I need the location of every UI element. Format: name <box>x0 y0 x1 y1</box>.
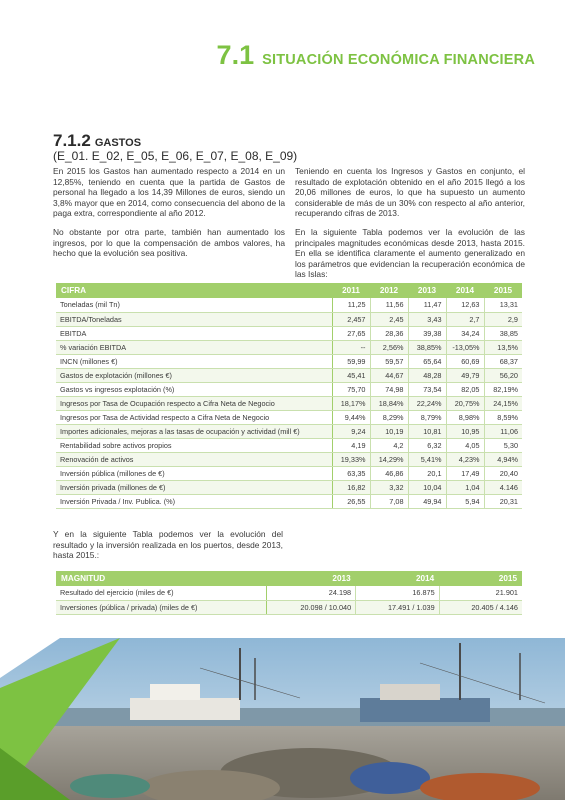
results-investment-table <box>56 571 522 615</box>
row-label: EBITDA <box>56 326 332 340</box>
chapter-number: 7.1 <box>216 40 255 70</box>
table-cell: 20,31 <box>484 494 522 508</box>
table-cell: 17.491 / 1.039 <box>356 600 440 614</box>
table-cell: 5,30 <box>484 438 522 452</box>
table-header-row <box>56 283 522 298</box>
table-cell: 10,19 <box>370 424 408 438</box>
table-cell: 19,33% <box>332 452 370 466</box>
table-cell: 4,23% <box>446 452 484 466</box>
table-cell: 8,29% <box>370 410 408 424</box>
table-cell: 4,05 <box>446 438 484 452</box>
paragraph: No obstante por otra parte, también han aumentado los ingresos, por lo que la compensación de ambos valores, ha hecho que la evolución sea positiva. <box>53 226 285 259</box>
row-label: Inversión Privada / Inv. Publica. (%) <box>56 494 332 508</box>
paragraph: En la siguiente Tabla podemos ver la evolución de las principales magnitudes económicas desde 2013, hasta 2015. En ella se identifica claramente el aumento generalizado en los parámetros que evidencian la recuperación económica de las Islas: <box>295 226 525 280</box>
table-row <box>56 298 522 312</box>
table-row <box>56 354 522 368</box>
table-row <box>56 452 522 466</box>
table-cell: 2,9 <box>484 312 522 326</box>
chapter-header <box>217 40 535 71</box>
table-cell: 8,59% <box>484 410 522 424</box>
table-cell: 7,08 <box>370 494 408 508</box>
table-cell: 4,19 <box>332 438 370 452</box>
paragraph: Teniendo en cuenta los Ingresos y Gastos en conjunto, el resultado de explotación obtenido en el año 2015 llegó a los 20,06 millones de euros, lo que ha supuesto un aumento considerable de más de un 30% con respecto al año anterior, recuperando cifras de 2013. <box>295 166 525 219</box>
table-row <box>56 326 522 340</box>
right-text-column <box>295 166 525 288</box>
row-label: % variación EBITDA <box>56 340 332 354</box>
table-row <box>56 586 522 600</box>
table-cell: 46,86 <box>370 466 408 480</box>
left-text-column <box>53 166 285 267</box>
row-label: Importes adicionales, mejoras a las tasas de ocupación y actividad (mill €) <box>56 424 332 438</box>
row-label: INCN (millones €) <box>56 354 332 368</box>
table-cell: 10,81 <box>408 424 446 438</box>
row-label: Ingresos por Tasa de Actividad respecto a Cifra Neta de Negocio <box>56 410 332 424</box>
table-cell: 34,24 <box>446 326 484 340</box>
table-row <box>56 424 522 438</box>
table-cell: 11,25 <box>332 298 370 312</box>
table-row <box>56 466 522 480</box>
table-header-row <box>56 571 522 586</box>
row-label: Resultado del ejercicio (miles de €) <box>56 586 266 600</box>
table-cell: 10,95 <box>446 424 484 438</box>
table-cell: 74,98 <box>370 382 408 396</box>
table-cell: 14,29% <box>370 452 408 466</box>
harbor-photo <box>0 638 565 800</box>
table-cell: 56,20 <box>484 368 522 382</box>
table-cell: 2,457 <box>332 312 370 326</box>
table-cell: 82,05 <box>446 382 484 396</box>
section-codes: (E_01. E_02, E_05, E_06, E_07, E_08, E_09) <box>53 149 298 163</box>
table-cell: 13,5% <box>484 340 522 354</box>
table-cell: 8,98% <box>446 410 484 424</box>
table-cell: 3,32 <box>370 480 408 494</box>
table-row <box>56 340 522 354</box>
row-label: Gastos vs ingresos explotación (%) <box>56 382 332 396</box>
table-cell: 49,94 <box>408 494 446 508</box>
table-cell: 1,04 <box>446 480 484 494</box>
table-cell: 11,47 <box>408 298 446 312</box>
table-cell: 2,7 <box>446 312 484 326</box>
table-cell: 48,28 <box>408 368 446 382</box>
table-cell: 18,84% <box>370 396 408 410</box>
table-cell: 38,85 <box>484 326 522 340</box>
economic-figures-table <box>56 283 522 509</box>
table-cell: 26,55 <box>332 494 370 508</box>
column-header: 2012 <box>370 283 408 298</box>
table-cell: 4,2 <box>370 438 408 452</box>
row-label: Toneladas (mil Tn) <box>56 298 332 312</box>
column-header: 2014 <box>356 571 440 586</box>
table-cell: -- <box>332 340 370 354</box>
column-header: 2011 <box>332 283 370 298</box>
table-cell: 82,19% <box>484 382 522 396</box>
table-cell: 6,32 <box>408 438 446 452</box>
table-cell: 5,41% <box>408 452 446 466</box>
row-label: Inversiones (pública / privada) (miles de €) <box>56 600 266 614</box>
table-cell: 44,67 <box>370 368 408 382</box>
column-header: 2014 <box>446 283 484 298</box>
table-cell: 17,49 <box>446 466 484 480</box>
table-cell: 2,45 <box>370 312 408 326</box>
table-cell: -13,05% <box>446 340 484 354</box>
table-row <box>56 382 522 396</box>
section-heading <box>53 131 141 151</box>
table-cell: 73,54 <box>408 382 446 396</box>
table-cell: 9,24 <box>332 424 370 438</box>
table-cell: 13,31 <box>484 298 522 312</box>
section-number: 7.1.2 <box>53 131 91 150</box>
table-cell: 24,15% <box>484 396 522 410</box>
table-cell: 63,35 <box>332 466 370 480</box>
table-cell: 18,17% <box>332 396 370 410</box>
table-row <box>56 438 522 452</box>
table-row <box>56 396 522 410</box>
table-cell: 28,36 <box>370 326 408 340</box>
table-cell: 65,64 <box>408 354 446 368</box>
table-cell: 24.198 <box>266 586 356 600</box>
table-row <box>56 312 522 326</box>
row-label: Rentabilidad sobre activos propios <box>56 438 332 452</box>
table-row <box>56 494 522 508</box>
row-label: Renovación de activos <box>56 452 332 466</box>
column-header: 2015 <box>439 571 522 586</box>
table-cell: 27,65 <box>332 326 370 340</box>
column-header: MAGNITUD <box>56 571 266 586</box>
table-row <box>56 410 522 424</box>
row-label: EBITDA/Toneladas <box>56 312 332 326</box>
table-cell: 21.901 <box>439 586 522 600</box>
table-cell: 20,40 <box>484 466 522 480</box>
column-header: 2013 <box>408 283 446 298</box>
table-cell: 68,37 <box>484 354 522 368</box>
row-label: Inversión pública (millones de €) <box>56 466 332 480</box>
table-cell: 22,24% <box>408 396 446 410</box>
paragraph: En 2015 los Gastos han aumentado respecto a 2014 en un 12,85%, teniendo en cuenta que la partida de Gastos de personal ha llegado a los 14,39 Millones de euros, siendo un 3,8% mayor que en 2014, como consecuencia del abono de la paga extra, correspondiente al año 2012. <box>53 166 285 219</box>
row-label: Inversión privada (millones de €) <box>56 480 332 494</box>
table-cell: 59,57 <box>370 354 408 368</box>
table-cell: 75,70 <box>332 382 370 396</box>
table-cell: 11,56 <box>370 298 408 312</box>
table-cell: 2,56% <box>370 340 408 354</box>
table-cell: 20,75% <box>446 396 484 410</box>
table-cell: 45,41 <box>332 368 370 382</box>
table-cell: 59,99 <box>332 354 370 368</box>
chapter-title: SITUACIÓN ECONÓMICA FINANCIERA <box>262 52 535 68</box>
table-cell: 8,79% <box>408 410 446 424</box>
table-cell: 60,69 <box>446 354 484 368</box>
harbor-photo-illustration <box>0 638 565 800</box>
table-cell: 4.146 <box>484 480 522 494</box>
table-cell: 20.405 / 4.146 <box>439 600 522 614</box>
table-cell: 16.875 <box>356 586 440 600</box>
table-cell: 20.098 / 10.040 <box>266 600 356 614</box>
table-cell: 3,43 <box>408 312 446 326</box>
column-header: 2015 <box>484 283 522 298</box>
paragraph: Y en la siguiente Tabla podemos ver la evolución del resultado y la inversión realizada en los puertos, desde 2013, hasta 2015.: <box>53 529 283 561</box>
table-cell: 11,06 <box>484 424 522 438</box>
table-cell: 38,85% <box>408 340 446 354</box>
table-cell: 10,04 <box>408 480 446 494</box>
table-cell: 39,38 <box>408 326 446 340</box>
table-cell: 9,44% <box>332 410 370 424</box>
table-cell: 12,63 <box>446 298 484 312</box>
table-cell: 4,94% <box>484 452 522 466</box>
table-row <box>56 600 522 614</box>
column-header: CIFRA <box>56 283 332 298</box>
table-cell: 16,82 <box>332 480 370 494</box>
table-cell: 5,94 <box>446 494 484 508</box>
table-row <box>56 368 522 382</box>
column-header: 2013 <box>266 571 356 586</box>
row-label: Gastos de explotación (millones €) <box>56 368 332 382</box>
table-cell: 49,79 <box>446 368 484 382</box>
table-cell: 20,1 <box>408 466 446 480</box>
table-row <box>56 480 522 494</box>
section-title: GASTOS <box>94 137 142 149</box>
row-label: Ingresos por Tasa de Ocupación respecto a Cifra Neta de Negocio <box>56 396 332 410</box>
